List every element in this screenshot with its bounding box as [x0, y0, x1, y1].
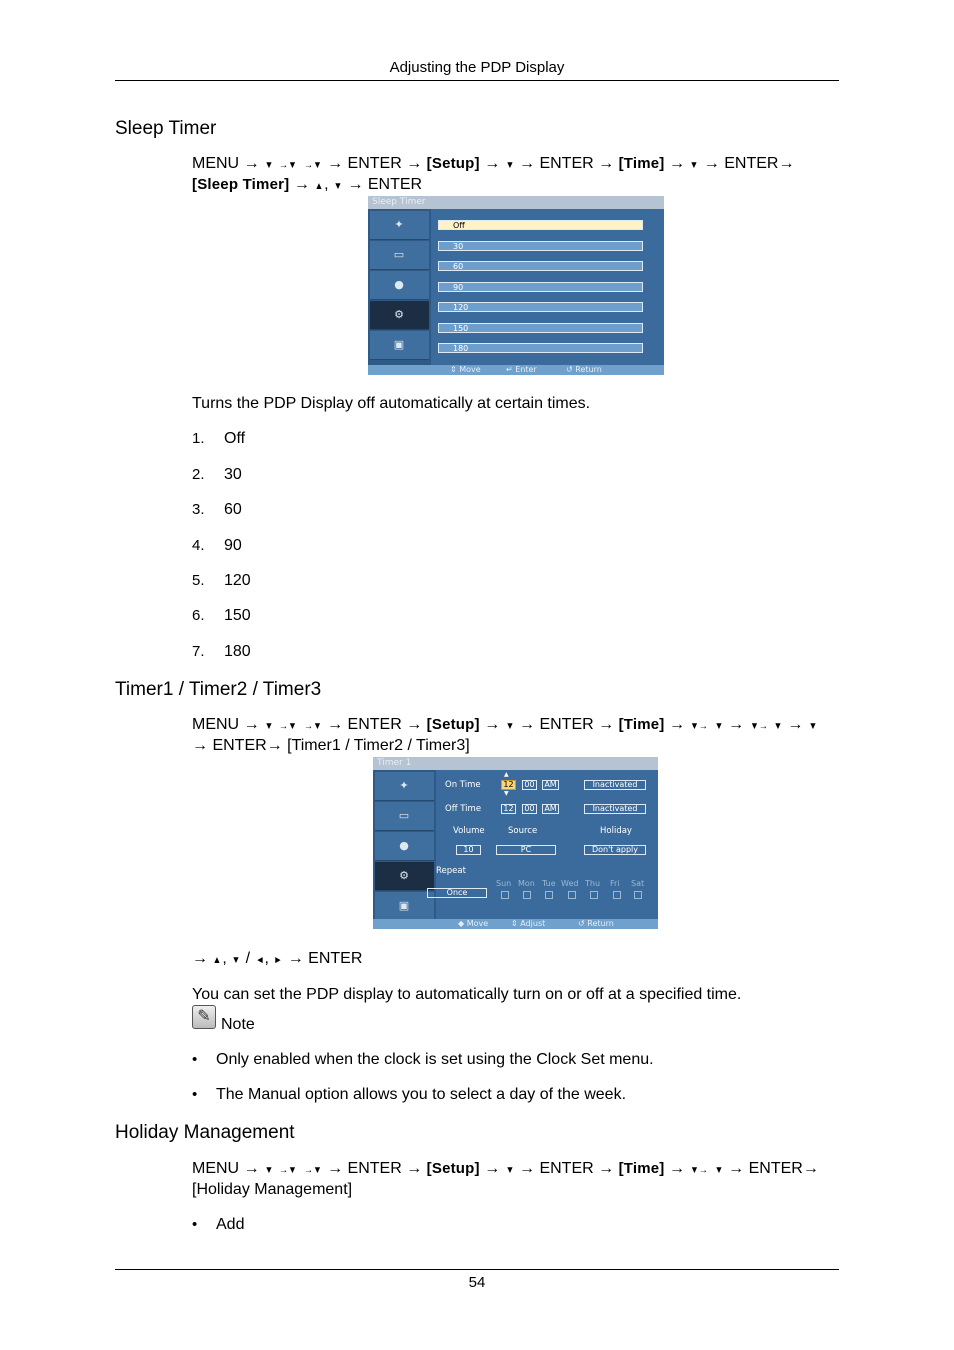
off-time-label: Off Time — [445, 804, 482, 814]
day-mon: Mon — [518, 879, 535, 888]
day-checkbox — [523, 891, 531, 899]
timers-path-line1: MENU → ▼ →▼ →▼ → ENTER → [Setup] → ▼ → ENTER → [Time] → ▼→ ▼ → ▼→ ▼ → ▼ — [192, 716, 818, 733]
picture-icon: ✦ — [394, 218, 404, 231]
timers-nav-line: → ▲, ▼ / ◄, ► → ENTER — [192, 950, 363, 967]
osd-menu-input — [375, 832, 434, 861]
off-status: Inactivated — [584, 804, 646, 814]
osd-menu-input — [370, 271, 429, 300]
repeat-label: Repeat — [436, 866, 466, 876]
screen-icon: ▭ — [398, 809, 410, 822]
osd-footer: ⇕ Move ↵ Enter ↺ Return — [368, 365, 664, 375]
osd-title: Timer 1 — [373, 757, 658, 770]
down-arrow-icon: ▼ — [504, 790, 509, 797]
source-value: PC — [496, 845, 556, 855]
header-rule — [115, 80, 839, 81]
timers-description: You can set the PDP display to automatically turn on or off at a specified time. — [192, 986, 742, 1003]
holiday-value: Don't apply — [584, 845, 646, 855]
sleep-timer-description: Turns the PDP Display off automatically at certain times. — [192, 395, 591, 412]
screen-icon: ▭ — [393, 248, 405, 261]
day-wed: Wed — [561, 879, 579, 888]
osd-option-120: 120 — [438, 302, 643, 312]
osd-option-150: 150 — [438, 323, 643, 333]
osd-menu-picture — [375, 772, 434, 801]
page-header-title: Adjusting the PDP Display — [389, 59, 565, 76]
osd-sidebar — [368, 209, 431, 365]
sleep-timer-path-line1: MENU → ▼ →▼ →▼ → ENTER → [Setup] → ▼ → ENTER → [Time] → ▼ → ENTER→ — [192, 155, 795, 172]
disc-icon: ● — [394, 278, 404, 291]
osd-option-90: 90 — [438, 282, 643, 292]
repeat-value: Once — [427, 888, 487, 898]
day-thu: Thu — [585, 879, 601, 888]
section-heading-holiday-management: Holiday Management — [115, 1122, 295, 1143]
osd-option-60: 60 — [438, 261, 643, 271]
on-status: Inactivated — [584, 780, 646, 790]
day-tue: Tue — [542, 879, 556, 888]
day-sun: Sun — [496, 879, 512, 888]
on-time-label: On Time — [445, 780, 481, 790]
day-checkbox — [568, 891, 576, 899]
day-checkbox — [545, 891, 553, 899]
source-label: Source — [508, 826, 538, 836]
day-sat: Sat — [631, 879, 645, 888]
note-icon: ✎ — [192, 1005, 216, 1029]
footer-rule — [115, 1269, 839, 1270]
osd-menu-multi — [370, 331, 429, 360]
disc-icon: ● — [399, 839, 409, 852]
holiday-path-line2: [Holiday Management] — [192, 1181, 353, 1198]
day-fri: Fri — [610, 879, 620, 888]
gear-icon: ⚙ — [394, 308, 404, 321]
osd-option-180: 180 — [438, 343, 643, 353]
window-icon: ▣ — [393, 338, 405, 351]
timers-path-line2: → ENTER→ [Timer1 / Timer2 / Timer3] — [192, 737, 470, 754]
holiday-label: Holiday — [600, 826, 632, 836]
osd-menu-sound — [375, 802, 434, 831]
day-checkbox — [613, 891, 621, 899]
page-number: 54 — [468, 1274, 486, 1291]
note-label: Note — [221, 1016, 255, 1033]
osd-menu-setup — [370, 301, 429, 330]
osd-menu-setup — [375, 862, 434, 891]
picture-icon: ✦ — [399, 779, 409, 792]
osd-menu-sound — [370, 241, 429, 270]
osd-option-off: Off — [438, 220, 643, 230]
holiday-path-line1: MENU → ▼ →▼ →▼ → ENTER → [Setup] → ▼ → ENTER → [Time] → ▼→ ▼ → ENTER→ — [192, 1160, 819, 1177]
osd-option-30: 30 — [438, 241, 643, 251]
section-heading-timers: Timer1 / Timer2 / Timer3 — [115, 679, 322, 700]
timer-osd-screenshot — [373, 757, 658, 929]
on-hour: 12 — [501, 780, 516, 790]
day-checkbox — [501, 891, 509, 899]
on-minute: 00 — [522, 780, 537, 790]
day-checkbox — [634, 891, 642, 899]
off-minute: 00 — [522, 804, 537, 814]
off-hour: 12 — [501, 804, 516, 814]
osd-menu-multi — [375, 892, 434, 921]
osd-title: Sleep Timer — [368, 196, 664, 209]
window-icon: ▣ — [398, 899, 410, 912]
osd-footer: ◆ Move ⇕ Adjust ↺ Return — [373, 919, 658, 929]
sleep-timer-osd-screenshot — [368, 196, 664, 375]
volume-label: Volume — [453, 826, 485, 836]
up-arrow-icon: ▲ — [504, 771, 509, 778]
section-heading-sleep-timer: Sleep Timer — [115, 118, 217, 139]
sleep-timer-path-line2: [Sleep Timer] → ▲, ▼ → ENTER — [192, 176, 423, 193]
on-ampm: AM — [542, 780, 559, 790]
gear-icon: ⚙ — [399, 869, 409, 882]
day-checkbox — [590, 891, 598, 899]
off-ampm: AM — [542, 804, 559, 814]
volume-value: 10 — [456, 845, 481, 855]
osd-menu-picture — [370, 211, 429, 240]
